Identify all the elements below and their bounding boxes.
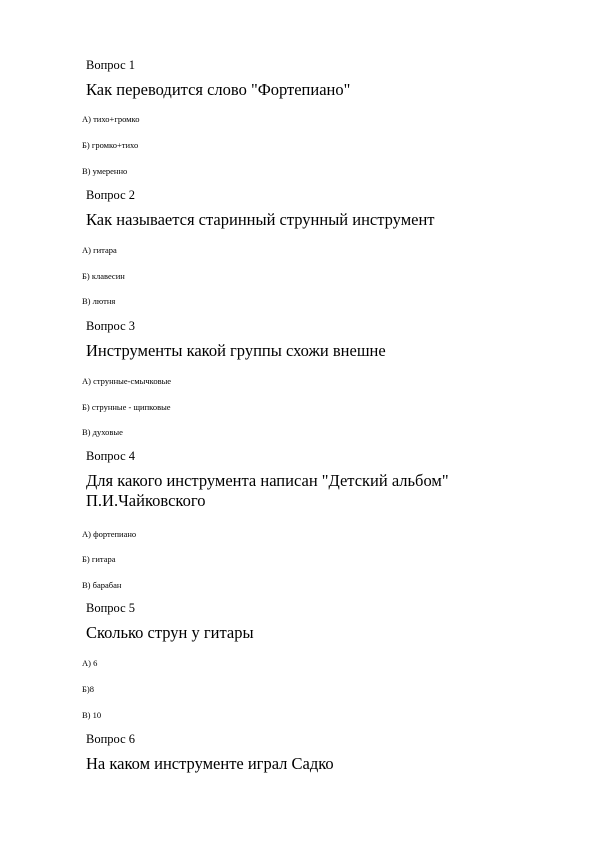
question-2-text: Как называется старинный струнный инструмент <box>86 210 435 229</box>
question-4-text: Для какого инструмента написан "Детский альбом" П.И.Чайковского <box>86 471 449 510</box>
question-1-option-b: Б) громко+тихо <box>82 140 139 150</box>
question-2-label: Вопрос 2 <box>86 188 136 202</box>
question-5-text: Сколько струн у гитары <box>86 623 254 642</box>
question-1-option-c: В) умеренно <box>82 166 128 176</box>
question-6-text: На каком инструменте играл Садко <box>86 754 334 773</box>
question-6-label: Вопрос 6 <box>86 732 136 746</box>
question-4-option-c: В) барабан <box>82 580 122 590</box>
question-2-option-a: А) гитара <box>82 245 117 255</box>
question-4-label: Вопрос 4 <box>86 449 136 463</box>
question-5-option-c: В) 10 <box>82 710 102 720</box>
question-4-option-b: Б) гитара <box>82 554 116 564</box>
question-2-option-c: В) лютня <box>82 296 116 306</box>
question-2-option-b: Б) клавесин <box>82 271 125 281</box>
question-3-option-a: А) струнные-смычковые <box>82 376 172 386</box>
question-1-label: Вопрос 1 <box>86 58 136 72</box>
question-3-text: Инструменты какой группы схожи внешне <box>86 341 386 360</box>
question-1-option-a: А) тихо+громко <box>82 114 140 124</box>
question-5-option-b: Б)8 <box>82 684 94 694</box>
question-4-option-a: А) фортепиано <box>82 529 137 539</box>
question-1-text: Как переводится слово "Фортепиано" <box>86 80 351 99</box>
question-5-option-a: А) 6 <box>82 658 98 668</box>
question-5-label: Вопрос 5 <box>86 601 136 615</box>
question-3-option-c: В) духовые <box>82 427 123 437</box>
question-3-option-b: Б) струнные - щипковые <box>82 402 171 412</box>
question-3-label: Вопрос 3 <box>86 319 136 333</box>
